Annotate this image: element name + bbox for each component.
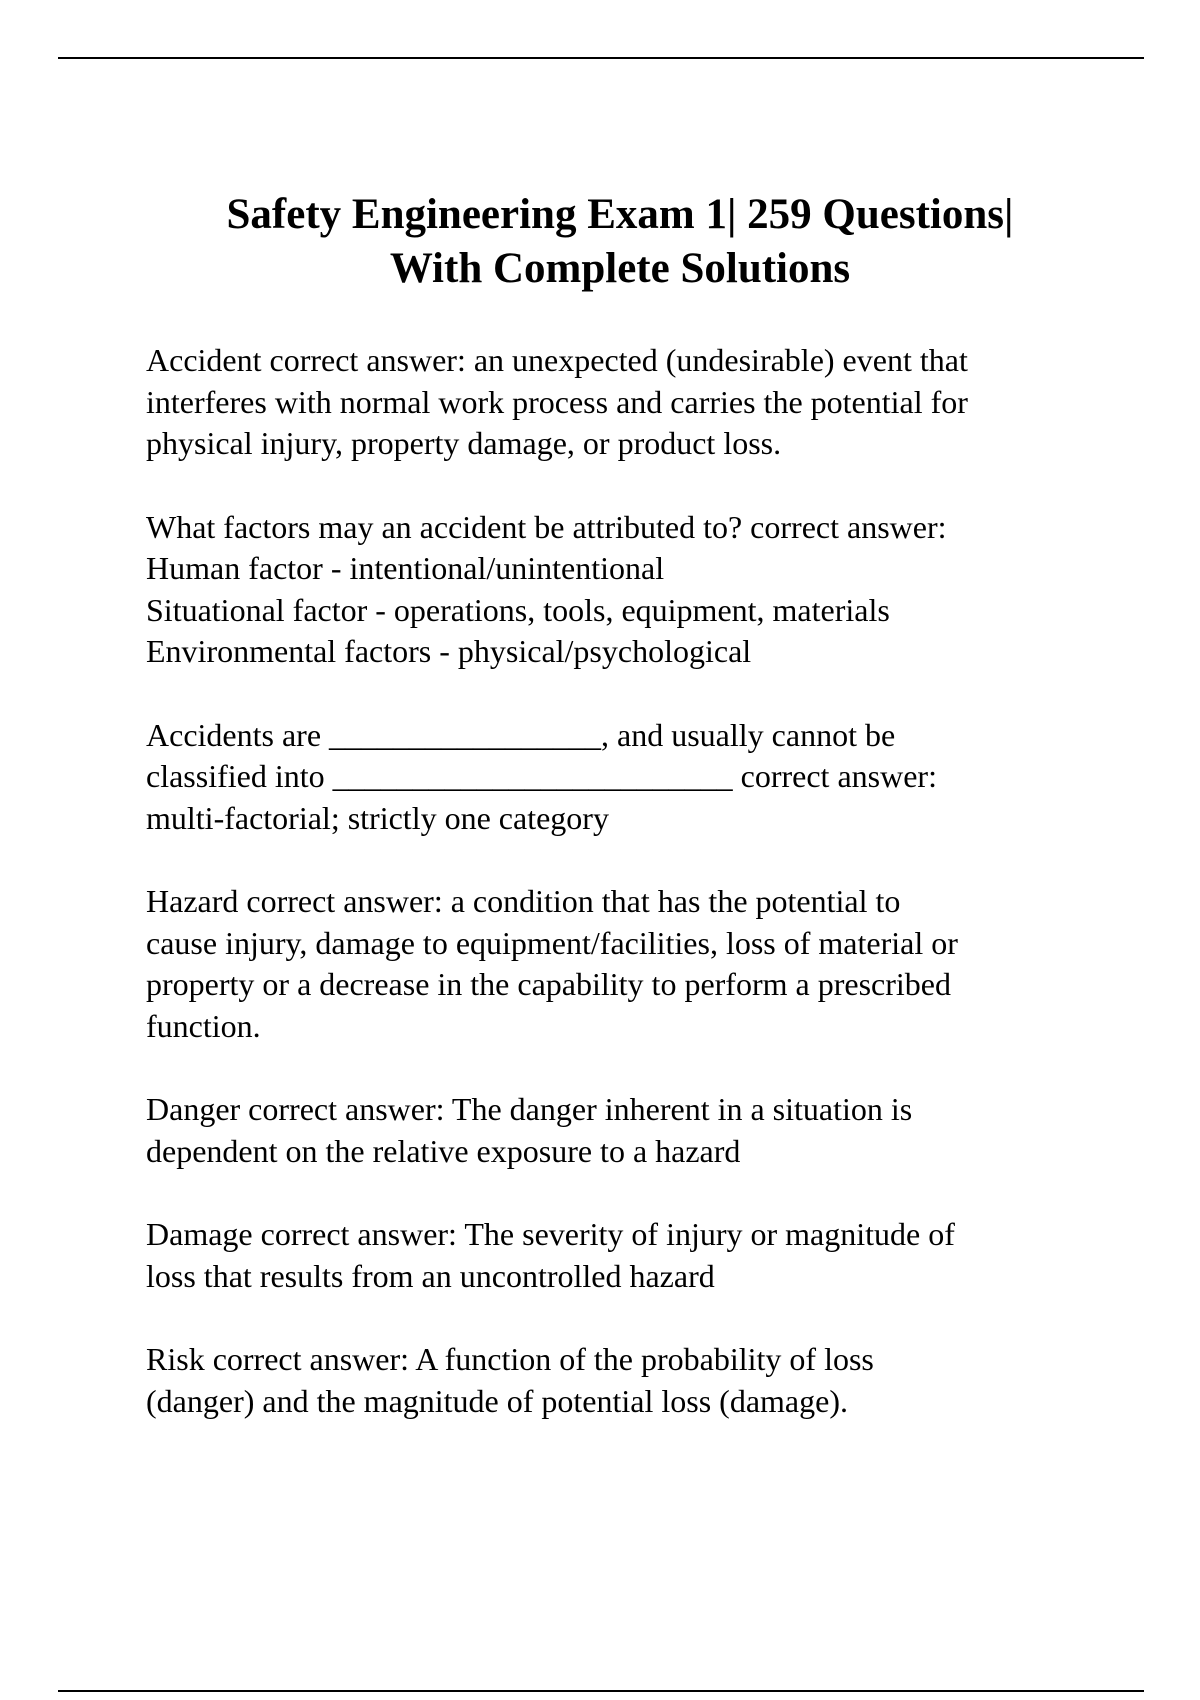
- entry-line: Danger correct answer: The danger inherent in a situation is: [146, 1091, 913, 1127]
- entry-line: property or a decrease in the capability to perform a prescribed: [146, 966, 951, 1002]
- qa-entry-risk: [146, 1339, 1156, 1422]
- entry-line: Situational factor - operations, tools, equipment, materials: [146, 591, 890, 628]
- footer-rule: [58, 1690, 1144, 1692]
- qa-entry-accident-factors: [146, 507, 1156, 673]
- entry-line: classified into _________________________ correct answer:: [146, 758, 937, 794]
- entry-line: (danger) and the magnitude of potential loss (damage).: [146, 1382, 848, 1419]
- qa-entry-damage: [146, 1214, 1156, 1297]
- entry-line: multi-factorial; strictly one category: [146, 799, 609, 836]
- title-line-1: Safety Engineering Exam 1| 259 Questions|: [226, 191, 1014, 238]
- page-title: [80, 188, 1160, 296]
- entry-line: Damage correct answer: The severity of injury or magnitude of: [146, 1216, 955, 1252]
- entry-line: Accidents are _________________, and usually cannot be: [146, 716, 896, 753]
- entry-line: Hazard correct answer: a condition that has the potential to: [146, 883, 901, 919]
- entry-line: cause injury, damage to equipment/facilities, loss of material or: [146, 924, 958, 961]
- qa-list: [146, 340, 1156, 1464]
- title-line-2: With Complete Solutions: [389, 245, 851, 292]
- qa-entry-danger: [146, 1089, 1156, 1172]
- entry-line: Accident correct answer: an unexpected (undesirable) event that: [146, 342, 968, 378]
- qa-entry-accident: [146, 340, 1156, 465]
- entry-line: interferes with normal work process and carries the potential for: [146, 383, 968, 420]
- entry-line: function.: [146, 1007, 261, 1044]
- entry-line: physical injury, property damage, or product loss.: [146, 425, 782, 461]
- entry-line: Environmental factors - physical/psychological: [146, 633, 752, 669]
- header-rule: [58, 57, 1144, 59]
- entry-line: Human factor - intentional/unintentional: [146, 550, 665, 586]
- entry-line: What factors may an accident be attributed to? correct answer:: [146, 508, 947, 545]
- qa-entry-hazard: [146, 881, 1156, 1047]
- entry-line: Risk correct answer: A function of the probability of loss: [146, 1341, 874, 1377]
- entry-line: loss that results from an uncontrolled hazard: [146, 1257, 715, 1294]
- qa-entry-accidents-are: [146, 715, 1156, 840]
- entry-line: dependent on the relative exposure to a hazard: [146, 1132, 741, 1169]
